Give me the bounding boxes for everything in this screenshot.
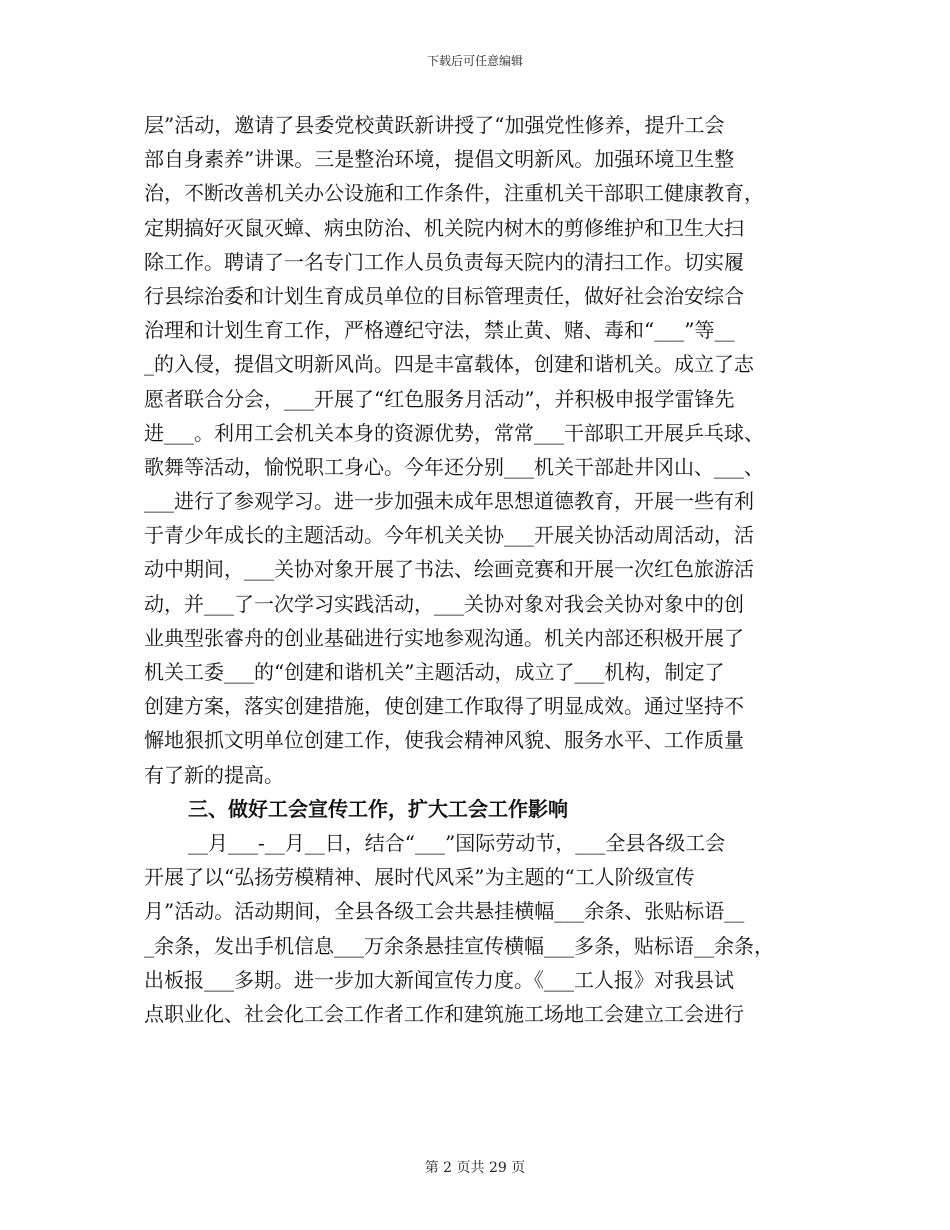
text-line: 开展了以“弘扬劳模精神、展时代风采”为主题的“工人阶级宣传 — [144, 865, 695, 890]
text-line: 愿者联合分会，___开展了“红色服务月活动”，并积极申报学雷锋先 — [144, 386, 735, 411]
text-line: 部自身素养”讲课。三是整治环境，提倡文明新风。加强环境卫生整 — [144, 147, 735, 172]
text-line: 定期搞好灭鼠灭蟑、病虫防治、机关院内树木的剪修维护和卫生大扫 — [144, 215, 744, 240]
text-line: _余条，发出手机信息___万余条悬挂宣传横幅___多条，贴标语__余条， — [144, 933, 774, 958]
text-line: 治理和计划生育工作，严格遵纪守法，禁止黄、赌、毒和“___”等__ — [144, 318, 735, 343]
text-line: 进___。利用工会机关本身的资源优势，常常___干部职工开展乒乓球、 — [144, 420, 764, 445]
text-line: __月___-__月__日，结合“___”国际劳动节，___全县各级工会 — [188, 830, 726, 855]
text-line: 治，不断改善机关办公设施和工作条件，注重机关干部职工健康教育， — [144, 181, 764, 206]
text-line: 行县综治委和计划生育成员单位的目标管理责任，做好社会治安综合 — [144, 283, 744, 308]
page-header: 下载后可任意编辑 — [426, 54, 523, 68]
text-line: _的入侵，提倡文明新风尚。四是丰富载体，创建和谐机关。成立了志 — [144, 352, 754, 377]
text-line: 除工作。聘请了一名专门工作人员负责每天院内的清扫工作。切实履 — [144, 249, 744, 274]
text-line: 业典型张睿舟的创业基础进行实地参观沟通。机关内部还积极开展了 — [144, 625, 744, 650]
text-line: 歌舞等活动，愉悦职工身心。今年还分别___机关干部赴井冈山、___、 — [144, 454, 764, 479]
section-heading: 三、做好工会宣传工作，扩大工会工作影响 — [188, 796, 568, 821]
document-body — [144, 108, 804, 1031]
text-line: 有了新的提高。 — [144, 762, 284, 787]
text-line: 于青少年成长的主题活动。今年机关关协___开展关协活动周活动，活 — [144, 523, 754, 548]
text-line: 动中期间，___关协对象开展了书法、绘画竞赛和开展一次红色旅游活 — [144, 557, 754, 582]
text-line: 机关工委___的“创建和谐机关”主题活动，成立了___机构，制定了 — [144, 660, 725, 684]
text-line: 点职业化、社会化工会工作者工作和建筑施工场地工会建立工会进行 — [144, 1001, 744, 1026]
page-footer: 第 2 页共 29 页 — [424, 1160, 526, 1176]
text-line: 月”活动。活动期间，全县各级工会共悬挂横幅___余条、张贴标语__ — [144, 899, 745, 924]
text-line: 层”活动，邀请了县委党校黄跃新讲授了“加强党性修养，提升工会 — [144, 113, 725, 137]
text-line: ___进行了参观学习。进一步加强未成年思想道德教育，开展一些有利 — [144, 489, 754, 514]
text-line: 出板报___多期。进一步加大新闻宣传力度。《___工人报》对我县试 — [144, 967, 734, 992]
text-line: 创建方案，落实创建措施，使创建工作取得了明显成效。通过坚持不 — [144, 694, 744, 719]
text-line: 动，并___了一次学习实践活动，___关协对象对我会关协对象中的创 — [144, 591, 744, 616]
text-line: 懈地狠抓文明单位创建工作，使我会精神风貌、服务水平、工作质量 — [144, 728, 744, 753]
